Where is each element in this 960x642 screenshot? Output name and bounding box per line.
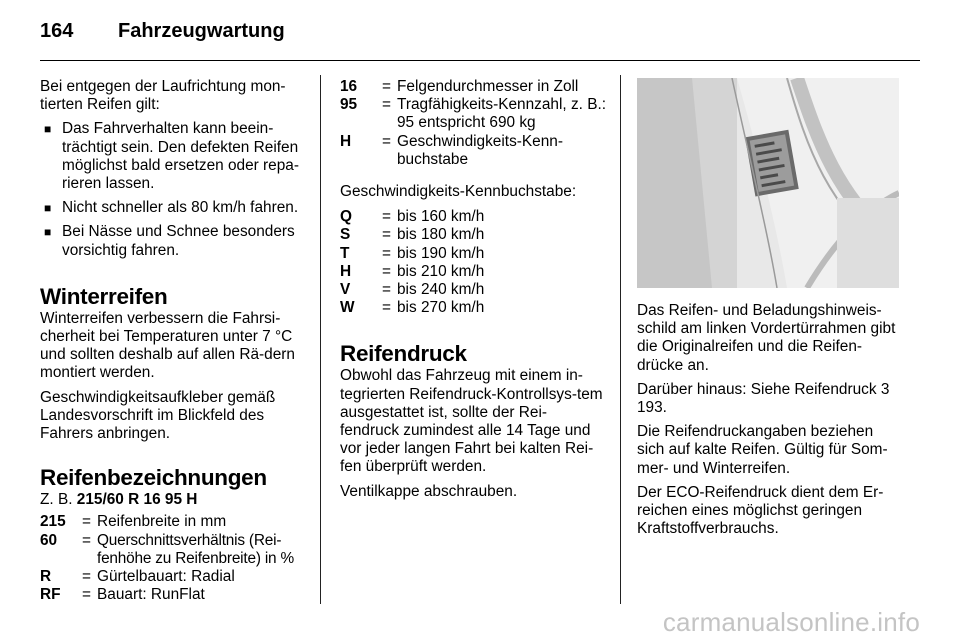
bullet-text: Das Fahrverhalten kann beein-trächtigt sein. Den defekten Reifen möglichst bald ersetzen oder repa-rieren lassen. [62, 120, 299, 193]
intro-text: Bei entgegen der Laufrichtung mon-tierten Reifen gilt: [40, 78, 286, 114]
eco-paragraph: Der ECO-Reifendruck dient dem Er-reichen eines möglichst geringen Kraftstoffverbrauchs. [637, 483, 884, 538]
winter-paragraph: Winterreifen verbessern die Fahrsi-cherheit bei Temperaturen unter 7 °C und sollten deshalb auf allen Rä-dern montiert werden. [40, 309, 295, 382]
definition-list [40, 513, 306, 604]
definition-row: 60 = Querschnittsverhältnis (Rei-fenhöhe zu Reifenbreite) in % [40, 531, 294, 567]
definition-row: R = Gürtelbauart: Radial [40, 568, 235, 586]
bullet-item [40, 199, 306, 217]
definition-row: H = Geschwindigkeits-Kenn-buchstabe [340, 132, 563, 168]
column-3 [637, 302, 903, 544]
tire-example [40, 491, 306, 509]
speed-row: V = bis 240 km/h [340, 281, 485, 299]
bullet-marker-icon: ■ [44, 225, 52, 240]
definition-row: 215 = Reifenbreite in mm [40, 513, 227, 531]
page-title: Fahrzeugwartung [118, 20, 285, 42]
speed-list [340, 208, 606, 317]
column-divider [620, 75, 621, 604]
column-divider [320, 75, 321, 604]
reference-arrow-icon: 3 [880, 380, 890, 398]
definition-row: RF = Bauart: RunFlat [40, 586, 205, 604]
reference-paragraph [637, 381, 903, 417]
bullet-text: Bei Nässe und Schnee besonders vorsichtig fahren. [62, 223, 295, 259]
speed-row: S = bis 180 km/h [340, 226, 485, 244]
pressure-paragraph: Ventilkappe abschrauben. [340, 482, 518, 500]
watermark: carmanualsonline.info [662, 607, 920, 637]
speed-row: W = bis 270 km/h [340, 299, 485, 317]
door-frame-label-photo [637, 78, 899, 288]
column-1 [40, 78, 306, 610]
speed-row: Q = bis 160 km/h [340, 208, 485, 226]
bullet-marker-icon: ■ [44, 201, 52, 216]
section-heading-pressure: Reifendruck [340, 341, 467, 367]
section-heading-tires: Reifenbezeichnungen [40, 465, 267, 491]
bullet-text: Nicht schneller als 80 km/h fahren. [62, 199, 299, 217]
section-heading-winter: Winterreifen [40, 283, 168, 309]
bullet-item [40, 120, 306, 193]
bullet-item [40, 223, 306, 259]
reference-page: 193. [637, 399, 667, 417]
winter-paragraph: Geschwindigkeitsaufkleber gemäß Landesvorschrift im Blickfeld des Fahrers anbringen. [40, 388, 276, 443]
definition-row: 16 = Felgendurchmesser in Zoll [340, 78, 579, 95]
example-code: 215/60 R 16 95 H [76, 491, 198, 509]
pressure-info-paragraph: Die Reifendruckangaben beziehen sich auf kalte Reifen. Gültig für Som-mer- und Winterreifen. [637, 423, 888, 477]
speed-row: T = bis 190 km/h [340, 244, 485, 262]
page-number: 164 [40, 20, 74, 42]
bullet-marker-icon: ■ [44, 122, 52, 137]
page-header [40, 20, 285, 44]
speed-intro: Geschwindigkeits-Kennbuchstabe: [340, 183, 577, 201]
header-rule [40, 60, 920, 61]
column-2 [340, 78, 606, 507]
door-frame-illustration [637, 78, 899, 288]
definition-row: 95 = Tragfähigkeits-Kennzahl, z. B.: 95 entspricht 690 kg [340, 96, 607, 132]
reference-text: Darüber hinaus: Siehe Reifendruck [637, 380, 881, 398]
pressure-paragraph: Obwohl das Fahrzeug mit einem in-tegrierten Reifendruck-Kontrollsys-tem ausgestattet ist, sollte der Rei-fendruck zumindest alle 14 Tage und vor jeder langen Fahrt bei kalten Rei-fen überprüft werden. [340, 367, 603, 476]
definition-list [340, 78, 606, 169]
speed-row: H = bis 210 km/h [340, 262, 485, 280]
photo-caption: Das Reifen- und Beladungshinweis-schild am linken Vordertürrahmen gibt die Originalreifen und die Reifen-drücke an. [637, 302, 896, 374]
example-prefix: Z. B. [40, 491, 77, 509]
